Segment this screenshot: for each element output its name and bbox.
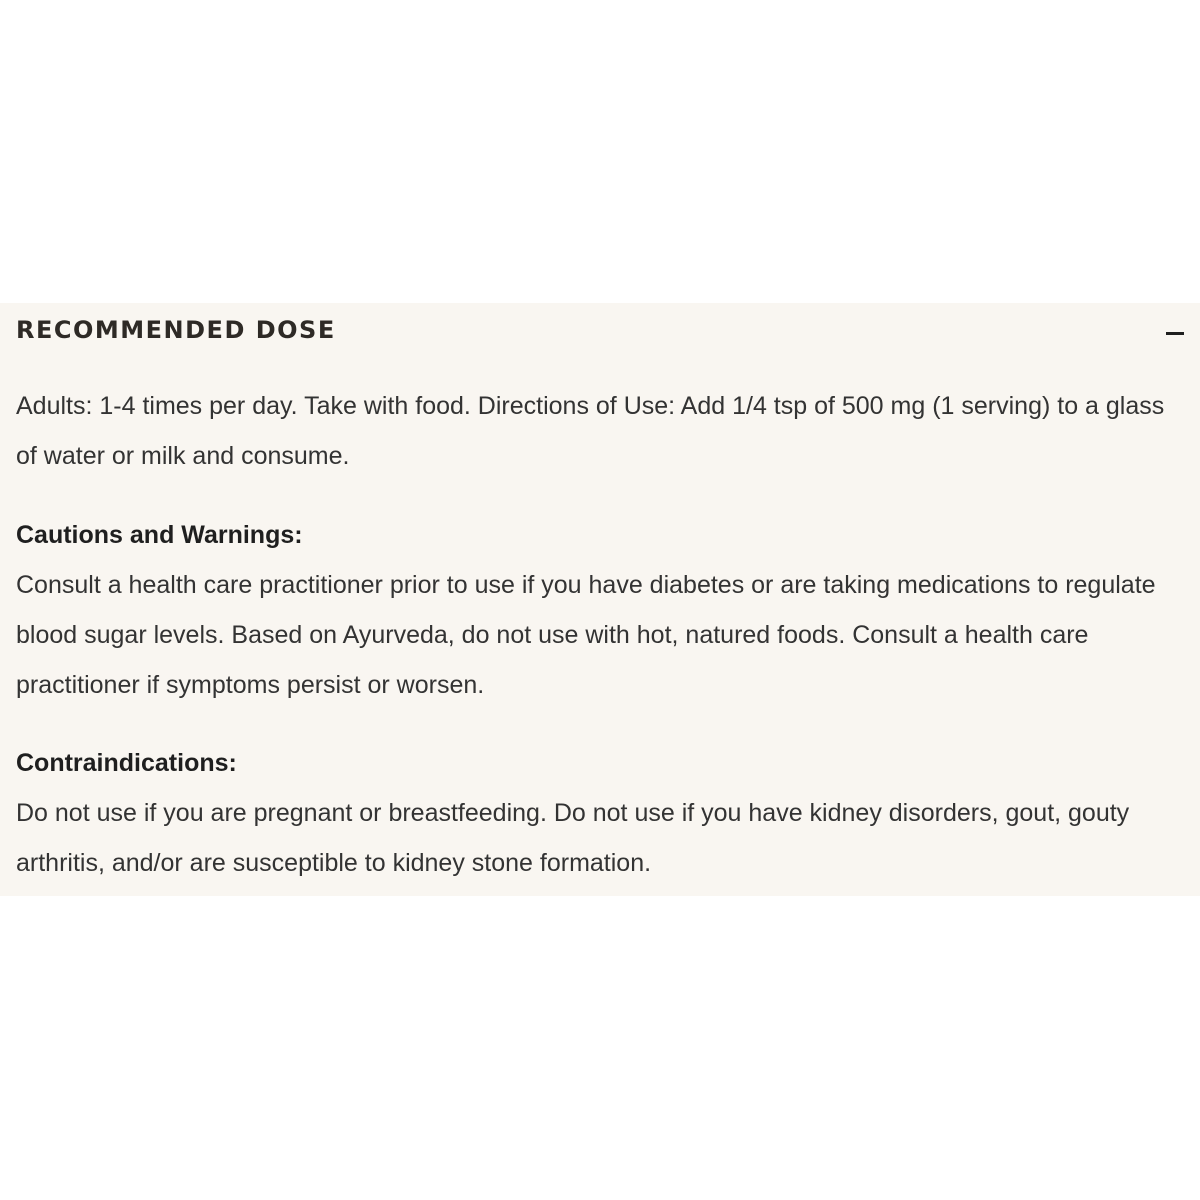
cautions-text: Consult a health care practitioner prior to use if you have diabetes or are taking medications to regulate blood sugar levels. Based on Ayurveda, do not use with hot, natured foods. Consult a health care practitioner if symptoms persist or worsen. bbox=[16, 571, 1156, 699]
accordion-header[interactable] bbox=[16, 303, 1184, 359]
accordion-title: RECOMMENDED DOSE bbox=[16, 316, 336, 344]
collapse-icon[interactable] bbox=[1163, 320, 1185, 342]
recommended-dose-accordion bbox=[0, 303, 1200, 896]
contraindications-heading: Contraindications: bbox=[16, 749, 237, 777]
contraindications-text: Do not use if you are pregnant or breastfeeding. Do not use if you have kidney disorders, gout, gouty arthritis, and/or are susceptible to kidney stone formation. bbox=[16, 799, 1130, 877]
dose-directions: Adults: 1-4 times per day. Take with food. Directions of Use: Add 1/4 tsp of 500 mg (1 serving) to a glass of water or milk and consume. bbox=[16, 392, 1165, 470]
cautions-heading: Cautions and Warnings: bbox=[16, 521, 303, 549]
accordion-body bbox=[16, 381, 1184, 888]
